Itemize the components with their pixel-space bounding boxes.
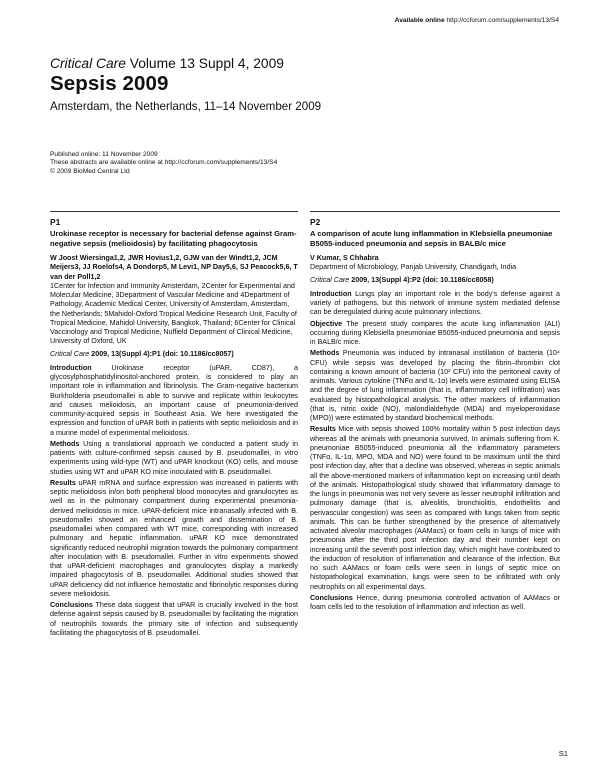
- journal-name: Critical Care: [50, 56, 126, 71]
- column-rule: [50, 211, 298, 212]
- section-label: Conclusions: [310, 593, 353, 602]
- abstract-title: A comparison of acute lung inflammation in Klebsiella pneumoniae B5055-induced pneumonia and sepsis in BALB/c mice: [310, 229, 553, 248]
- abstract-affiliations: Department of Microbiology, Panjab University, Chandigarh, India: [310, 263, 517, 272]
- section-conclusions: [50, 601, 298, 638]
- section-methods: [50, 440, 298, 477]
- section-text: Lungs play an important role in the body's defense against a variety of pathogens, but this network of immune system mediated defense can be deregulated during acute pulmonary infections.: [310, 289, 560, 317]
- section-label: Objective: [310, 319, 343, 328]
- section-results: [50, 479, 298, 599]
- abstract-p2: [310, 211, 560, 614]
- journal-line: [50, 56, 284, 71]
- section-text: Hence, during pneumonia controlled activation of AAMacs or foam cells led to the resolution of inflammation and infection as well.: [310, 593, 560, 612]
- section-results: [310, 425, 560, 592]
- column-rule: [310, 211, 560, 212]
- abstract-citation: [50, 350, 298, 359]
- section-label: Results: [310, 425, 336, 434]
- section-objective: [310, 320, 560, 348]
- abstracts-url: These abstracts are available online at http://ccforum.com/supplements/13/S4: [50, 159, 278, 167]
- section-label: Introduction: [310, 289, 352, 298]
- abstract-authors: W Joost Wiersinga1,2, JWR Hovius1,2, GJW van der Windt1,2, JCM Meijers3, JJ Roelofs4, A Dondorp5, M Levi1, NP Day5,6, SJ Peacock5,6, T van der Poll1,2: [50, 254, 298, 281]
- published-date: Published online: 11 November 2009: [50, 151, 158, 158]
- section-introduction: [50, 364, 298, 438]
- availability-line: [395, 17, 559, 24]
- abstract-citation: [310, 276, 560, 285]
- abstract-authors: V Kumar, S Chhabra: [310, 254, 379, 263]
- abstract-affiliations: 1Center for Infection and Immunity Amsterdam, 2Center for Experimental and Molecular Medicine, 3Department of Vascular Medicine and 4Department of Pathology, Academic Medical Center, University of Amsterdam, Amsterdam, the Netherlands; 5Mahidol-Oxford Tropical Medicine Research Unit, Faculty of Tropical Medicine, Mahidol University, Bangkok, Thailand; 6Center for Clinical Vaccinology and Tropical Medicine, Nuffield Department of Clinical Medicine, University of Oxford, UK: [50, 281, 297, 346]
- meeting-place: Amsterdam, the Netherlands, 11–14 November 2009: [50, 100, 322, 113]
- copyright: © 2009 BioMed Central Ltd: [50, 167, 130, 175]
- section-text: Pneumonia was induced by intranasal instillation of bacteria (10⁴ CFU) while sepsis was developed by placing the fibrin–thrombin clot containing a known amount of bacteria (10² CFU) into the peritoneal cavity of animals. Various cytokine (TNFα and IL-1α) levels were estimated using ELISA and the degree of lung inflammation (that is, inflammatory cell infiltration) was evaluated by histopathological analysis. The other markers of inflammation (that is, nitric oxide (NO), malondialdehyde (MDA) and myeloperoxidase (MPO)) were estimated by standard biochemical methods.: [310, 349, 560, 423]
- abstract-p1: [50, 211, 298, 640]
- section-label: Methods: [310, 349, 340, 358]
- section-label: Methods: [50, 439, 80, 448]
- available-url[interactable]: http://ccforum.com/supplements/13/S4: [446, 17, 559, 24]
- section-text: Urokinase receptor (uPAR, CD87), a glycosylphosphatidylinositol-anchored protein, is considered to play an important role in inflammation and fibrinolysis. The Gram-negative bacterium Burkholderia pseudomallei is able to survive and replicate within leukocytes and causes melioidosis, an important cause of pneumonia-derived community-acquired sepsis in Southeast Asia. We here investigated the expression and function of uPAR both in patients with septic melioidosis and in a murine model of experimental melioidosis.: [50, 363, 298, 437]
- section-text: uPAR mRNA and surface expression was increased in patients with septic melioidosis in/on both peripheral blood monocytes and granulocytes as well as in the pulmonary compartment during experimental pneumonia-derived melioidosis in mice. uPAR-deficient mice intranasally infected with B. pseudomallei showed an enhanced growth and dissemination of B. pseudomallei when compared with WT mice, corresponding with increased pulmonary and hepatic inflammation. uPAR KO mice demonstrated significantly reduced neutrophil migration towards the pulmonary compartment after inoculation with B. pseudomallei. Further in vitro experiments showed that uPAR-deficient macrophages and granulocytes display a markedly impaired phagocytosis of B. pseudomallei. Additional studies showed that uPAR deficiency did not influence hemostatic and fibrinolytic responses during severe melioidosis.: [50, 478, 298, 598]
- abstract-title: Urokinase receptor is necessary for bacterial defense against Gram-negative sepsis (melioidosis) by facilitating phagocytosis: [50, 229, 297, 248]
- citation-text: 2009, 13(Suppl 4):P2 (doi: 10.1186/cc8058): [349, 275, 494, 284]
- section-text: The present study compares the acute lung inflammation (ALI) occurring during Klebsiella pneumoniae B5055-induced pneumonia and sepsis in BALB/c mice.: [310, 319, 560, 347]
- page-number: S1: [558, 749, 568, 758]
- section-introduction: [310, 290, 560, 318]
- citation-journal: Critical Care: [310, 275, 350, 284]
- available-label: Available online: [394, 17, 445, 24]
- meeting-title: Sepsis 2009: [50, 72, 169, 95]
- section-methods: [310, 349, 560, 423]
- section-label: Introduction: [50, 363, 92, 372]
- section-text: Mice with sepsis showed 100% mortality within 5 post infection days whereas all the animals with pneumonia survived. In animals suffering from K. pneumoniae B5055-induced pneumonia all the inflammatory parameters (TNFα, IL-1α, MPO, MDA and NO) were found to be maximum until the third post infection day, after that a decline was observed, whereas in septic animals all the above-mentioned markers of inflammation kept on increasing until death of the animals. Histopathological study showed that inflammatory damage to the lungs in pneumonia was not very severe as lesser neutrophil infiltration and pulmonary damage (that is, alveolitis, bronchiolitis, endothelitis and perivascular congestion) was seen as compared with lungs taken from septic animals. This can be further strengthened by the presence of alternatively activated alveolar macrophages (AAMacs) or foam cells in lungs of mice with pneumonia after the third post infection day and their number kept on increasing until the seventh post infection day, which might have contributed to the induction of resolution of inflammation and clearance of the infection. But no such AAMacs or foam cells were seen in lungs of septic mice on histopathological examination, lungs were seen to be infiltrated with only neutrophils on all experimental days.: [310, 425, 560, 591]
- section-text: These data suggest that uPAR is crucially involved in the host defense against sepsis caused by B. pseudomallei by facilitating the migration of neutrophils towards the primary site of infection and subsequently facilitating the phagocytosis of B. pseudomallei.: [50, 601, 298, 637]
- publication-meta: [50, 151, 277, 176]
- section-conclusions: [310, 594, 560, 613]
- citation-text: 2009, 13(Suppl 4):P1 (doi: 10.1186/cc8057): [89, 349, 234, 358]
- section-label: Results: [50, 478, 76, 487]
- journal-volume: Volume 13 Suppl 4, 2009: [129, 56, 284, 71]
- abstract-id: P2: [310, 217, 321, 227]
- citation-journal: Critical Care: [50, 349, 90, 358]
- abstract-id: P1: [50, 217, 61, 227]
- section-text: Using a translational approach we conducted a patient study in patients with culture-confirmed sepsis caused by B. pseudomallei, in vitro experiments using wild-type (WT) and uPAR knockout (KO) cells, and mouse studies using WT and uPAR KO mice inoculated with B. pseudomallei.: [50, 439, 298, 476]
- section-label: Conclusions: [50, 601, 93, 610]
